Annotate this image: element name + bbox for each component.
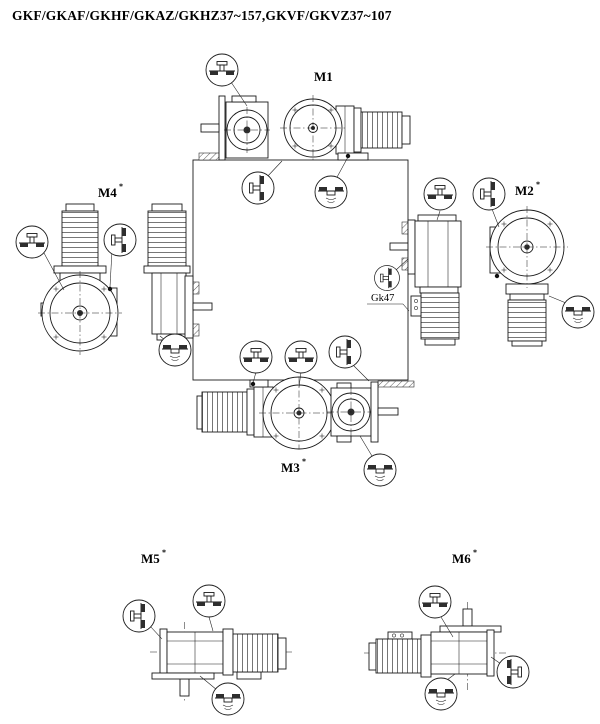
breather-valve-icon [193,585,225,617]
oil-level-plug-icon [375,266,400,291]
m1-side-view-unit [201,96,270,160]
breather-valve-icon [240,341,272,373]
position-group-m3 [197,377,398,449]
page-title: GKF/GKAF/GKHF/GKAZ/GKHZ37~157,GKVF/GKVZ37~107 [12,8,392,23]
m6-unit [369,609,501,677]
m4-front-view-unit [38,204,122,355]
oil-drain-plug-icon [315,176,347,208]
oil-drain-plug-icon [364,454,396,486]
breather-valve-icon [285,341,317,373]
oil-drain-plug-icon [212,683,244,715]
position-label-m5: M5 [141,551,160,566]
position-group-m1 [201,95,410,161]
oil-level-plug-icon [473,178,505,210]
position-label-m3: M3 [281,460,300,475]
oil-level-plug-icon [123,600,155,632]
position-label-m4-mark: * [119,182,123,191]
gk47-callout [367,293,409,311]
breather-valve-icon [16,226,48,258]
position-label-m6: M6 [452,551,471,566]
oil-level-plug-icon [329,336,361,368]
m3-side-view-unit [327,382,398,442]
oil-level-plug-icon [104,224,136,256]
breather-valve-icon [206,54,238,86]
oil-drain-plug-icon [159,334,191,366]
oil-drain-plug-icon [562,296,594,328]
position-label-m3-mark: * [302,457,306,466]
gk47-label: Gk47 [371,293,395,304]
position-group-m2 [390,206,568,346]
position-label-m1: M1 [314,69,333,84]
m1-front-view-unit [280,95,410,161]
m2-side-view-unit [390,215,461,345]
position-label-m6-mark: * [473,548,477,557]
oil-drain-plug-icon [425,678,457,710]
oil-level-plug-icon [497,656,529,688]
oil-level-plug-icon [242,172,274,204]
position-label-m5-mark: * [162,548,166,557]
position-label-m4: M4 [98,185,117,200]
position-label-m2-mark: * [536,180,540,189]
breather-valve-icon [424,178,456,210]
m4-side-view-unit [144,204,212,340]
position-label-m2: M2 [515,183,534,198]
breather-valve-icon [419,586,451,618]
m3-front-view-unit [197,377,339,449]
